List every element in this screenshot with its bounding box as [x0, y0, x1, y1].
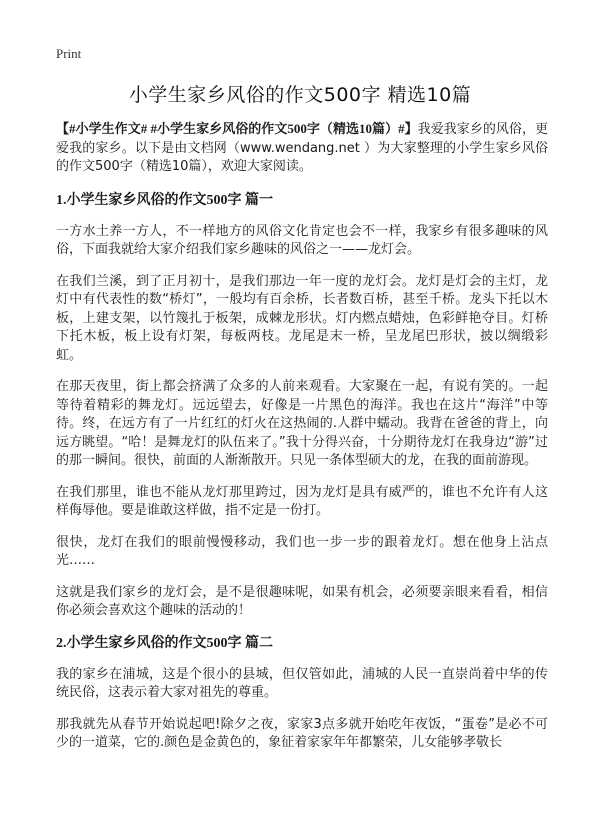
section-2-paragraph-1: 我的家乡在浦城，这是个很小的县城，但仅管如此，浦城的人民一直崇尚着中华的传统民俗，这表示着大家对祖先的尊重。 [56, 666, 548, 700]
intro-paragraph [56, 120, 548, 177]
page-title: 小学生家乡风俗的作文500字 精选10篇 [128, 84, 472, 106]
document-body [56, 120, 548, 766]
section-1-paragraph-4: 在我们那里，谁也不能从龙灯那里跨过，因为龙灯是具有威严的，谁也不允许有人这样侮辱他。要是谁敢这样做，指不定是一份打。 [56, 484, 548, 518]
section-heading-1: 1.小学生家乡风俗的作文500字 篇一 [56, 192, 273, 208]
print-label[interactable]: Print [56, 46, 82, 61]
intro-lead: 【#小学生作文# #小学生家乡风俗的作文500字（精选10篇）#】 [56, 121, 418, 136]
intro-body: 我爱我家乡的风俗，更爱我的家乡。以下是由文档网（www.wendang.net ）为大家整理的小学生家乡风俗的作文500字（精选10篇），欢迎大家阅读。 [56, 122, 548, 174]
section-heading-2: 2.小学生家乡风俗的作文500字 篇二 [56, 635, 273, 651]
section-1-paragraph-3: 在那天夜里，街上都会挤满了众多的人前来观看。大家聚在一起，有说有笑的。一起等待着精彩的舞龙灯。远远望去，好像是一片黑色的海洋。我也在这片“海洋”中等待。终，在远方有了一片红红的灯火在这热闹的.人群中蠕动。我背在爸爸的背上，向远方眺望。“哈！是舞龙灯的队伍来了。”我十分得兴奋，十分期待龙灯在我身边“游”过的那一瞬间。很快，前面的人渐渐散开。只见一条体型硕大的龙，在我的面前游现。 [56, 379, 548, 468]
section-1-paragraph-2: 在我们兰溪，到了正月初十，是我们那边一年一度的龙灯会。龙灯是灯会的主灯，龙灯中有代表性的数“桥灯”，一般均有百余桥，长者数百桥，甚至千桥。龙头下托以木板，上建支架，以竹篾扎于板架，成棘龙形状。灯内燃点蜡烛，色彩鲜艳夺目。灯桥下托木板，板上设有灯架，每板两枝。龙尾是末一桥，呈龙尾巴形状，披以绸缎彩虹。 [56, 273, 548, 363]
section-1-paragraph-1: 一方水土养一方人，不一样地方的风俗文化肯定也会不一样，我家乡有很多趣味的风俗，下面我就给大家介绍我们家乡趣味的风俗之一——龙灯会。 [56, 223, 548, 257]
section-1-paragraph-5: 很快，龙灯在我们的眼前慢慢移动，我们也一步一步的跟着龙灯。想在他身上沾点光…… [56, 534, 548, 568]
section-2-paragraph-2: 那我就先从春节开始说起吧!除夕之夜，家家3点多就开始吃年夜饭，“蛋卷”是必不可少的一道菜，它的.颜色是金黄色的，象征着家家年年都繁荣，儿女能够孝敬长 [56, 716, 548, 750]
section-1-paragraph-6: 这就是我们家乡的龙灯会，是不是很趣味呢，如果有机会，必须要亲眼来看看，相信你必须会喜欢这个趣味的活动的！ [56, 584, 548, 618]
